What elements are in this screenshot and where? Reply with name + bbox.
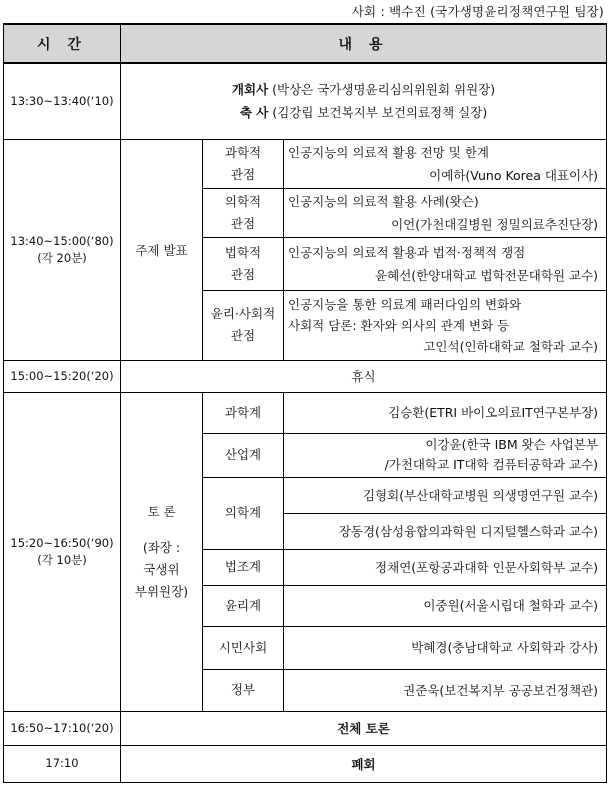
- presentation-section: 주제 발표: [121, 139, 203, 360]
- opening-time: 13:30~13:40(‘10): [4, 63, 121, 139]
- header-content: 내 용: [121, 24, 607, 63]
- presentation-content: [284, 237, 607, 290]
- presentation-speaker: 이언(가천대길병원 정밀의료추진단장): [391, 216, 599, 232]
- panel-field: 시민사회: [203, 626, 284, 669]
- presentation-title-cont: 사회적 담론: 환자와 의사의 관계 변화 등: [288, 317, 510, 333]
- presentation-content: [284, 290, 607, 360]
- presentation-category: 과학적 관점: [203, 139, 284, 188]
- general-discussion-row: [4, 711, 607, 745]
- presentation-content: [284, 139, 607, 188]
- presentation-speaker: 이예하(Vuno Korea 대표이사): [429, 167, 599, 183]
- panel-field: 법조계: [203, 549, 284, 585]
- panel-field: 정부: [203, 669, 284, 711]
- discussion-section: 토 론 (좌장 : 국생위 부위원장): [121, 392, 203, 711]
- opening-row: [4, 63, 607, 139]
- presentation-category: 법학적 관점: [203, 237, 284, 290]
- presentation-title: 인공지능을 통한 의료계 패러다임의 변화와: [288, 296, 522, 312]
- panel-field: 윤리계: [203, 585, 284, 626]
- panelist: 장동경(삼성융합의과학원 디지털헬스학과 교수): [284, 513, 607, 549]
- general-discussion-time: 16:50~17:10(‘20): [4, 711, 121, 745]
- panelist: 정채연(포항공과대학 인문사회학부 교수): [284, 549, 607, 585]
- panelist: 이중원(서울시립대 철학과 교수): [284, 585, 607, 626]
- opening-detail: (박상은 국가생명윤리심의위원회 위원장): [268, 82, 496, 98]
- panelist: 이강윤(한국 IBM 왓슨 사업본부 /가천대학교 IT대학 컴퓨터공학과 교수): [284, 433, 607, 477]
- panel-row: [4, 392, 607, 433]
- opening-content: [121, 63, 607, 139]
- panel-field: 산업계: [203, 433, 284, 477]
- presentation-title: 인공지능의 의료적 활용과 법적·정책적 쟁점: [288, 244, 526, 260]
- panelist: 김형회(부산대학교병원 의생명연구원 교수): [284, 477, 607, 513]
- header-time: 시 간: [4, 24, 121, 63]
- panelist: 권준욱(보건복지부 공공보건정책관): [284, 669, 607, 711]
- schedule-table: [3, 23, 607, 783]
- break-row: [4, 360, 607, 392]
- panel-field: 과학계: [203, 392, 284, 433]
- congrats-detail: (김강립 보건복지부 보건의료정책 실장): [268, 105, 488, 121]
- panel-field: 의학계: [203, 477, 284, 549]
- congrats-label: 축 사: [239, 105, 269, 121]
- panelist: 김승환(ETRI 바이오의료IT연구본부장): [284, 392, 607, 433]
- general-discussion-label: 전체 토론: [121, 711, 607, 745]
- moderator-note: 사회 : 백수진 (국가생명윤리정책연구원 팀장): [351, 4, 604, 19]
- presentation-time: 13:40~15:00(‘80) (각 20분): [4, 139, 121, 360]
- presentation-row: [4, 139, 607, 188]
- discussion-time: 15:20~16:50(‘90) (각 10분): [4, 392, 121, 711]
- closing-label: 폐회: [121, 745, 607, 782]
- header-row: [4, 24, 607, 63]
- presentation-title: 인공지능의 의료적 활용 사례(왓슨): [288, 193, 479, 209]
- presentation-category: 윤리·사회적 관점: [203, 290, 284, 360]
- presentation-title: 인공지능의 의료적 활용 전망 및 한계: [288, 144, 489, 160]
- presentation-category: 의학적 관점: [203, 188, 284, 237]
- panelist: 박혜경(충남대학교 사회학과 강사): [284, 626, 607, 669]
- closing-time: 17:10: [4, 745, 121, 782]
- opening-label: 개회사: [231, 82, 269, 98]
- presentation-speaker: 고인석(인하대학교 철학과 교수): [423, 338, 599, 354]
- closing-row: [4, 745, 607, 782]
- presentation-speaker: 윤혜선(한양대학교 법학전문대학원 교수): [375, 267, 599, 283]
- presentation-content: [284, 188, 607, 237]
- break-time: 15:00~15:20(‘20): [4, 360, 121, 392]
- break-label: 휴식: [121, 360, 607, 392]
